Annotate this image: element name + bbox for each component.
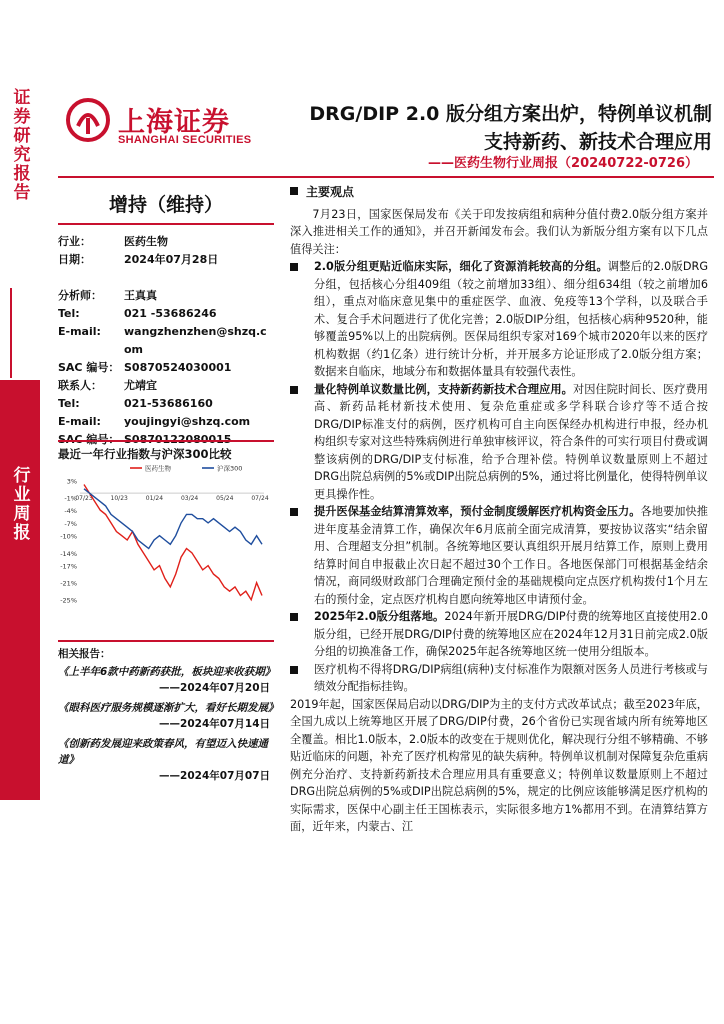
sac-row-1: SAC 编号： S0870524030001 [58,361,232,374]
logo-name-cn: 上海证券 [118,107,230,138]
legend-label-1: 沪深300 [217,464,243,473]
related-item[interactable]: 《创新药发展迎来政策春风，有望迈入快速通道》 ——2024年07月07日 [58,738,270,782]
related-item[interactable]: 《眼科医疗服务规模逐渐扩大，看好长期发展》 ——2024年07月14日 [58,702,279,730]
bullet-item: 医疗机构不得将DRG/DIP病组(病种)支付标准作为限额对医务人员进行考核或与绩效分配指标挂钩。 [290,661,708,696]
y-tick-label: -21% [60,579,77,588]
report-category-label: 行业周报 [9,466,30,542]
title-line-1: DRG/DIP 2.0 版分组方案出炉，特例单议机制 [309,103,712,125]
date-row: 日期： 2024年07月28日 [58,253,219,266]
x-tick-label: 07/24 [251,494,269,502]
index-comparison-chart [58,462,274,610]
y-tick-label: -4% [64,507,77,516]
analyst-row: 分析师： 王真真 [58,289,157,302]
x-tick-label: 07/23 [75,494,93,502]
report-subtitle: ——医药生物行业周报（20240722-0726） [428,156,698,171]
intro-paragraph: 7月23日，国家医保局发布《关于印发按病组和病种分值付费2.0版分组方案并深入推进相关工作的通知》，并召开新闻发布会。我们认为新版分组方案有以下几点值得关注： [290,207,708,256]
bullet-square-icon [290,508,298,516]
main-content [290,184,708,836]
section-heading: 主要观点 [290,184,708,202]
chart-title: 最近一年行业指数与沪深300比较 [58,440,274,462]
contact-row: 联系人： 尤靖宜 [58,379,157,392]
legend-label-0: 医药生物 [145,464,171,473]
tel-row-2: Tel: 021-53686160 [58,397,213,410]
related-heading: 相关报告： [58,640,274,662]
side-label-top [0,88,40,288]
title-divider [58,176,714,178]
company-logo [66,98,266,150]
side-label-red [0,380,40,800]
bullet-item: 提升医保基金结算清算效率，预付金制度缓解医疗机构资金压力。各地要加快推进年度基金清算工作，确保次年6月底前全面完成清算，要按协议落实“结余留用、合理超支分担”机制。各统筹地区要认真组织开展月结算工作，原则上费用结算时间自申报截止次日起不超过30个工作日。各地医保部门可根据基金结余情况，商同级财政部门合理确定预付金的基础规模向定点医疗机构拨付1个月左右的预付金，定点医疗机构自愿向统筹地区申请预付金。 [290,503,708,608]
email-row-2: E-mail: youjingyi@shzq.com [58,413,274,431]
industry-row: 行业： 医药生物 [58,235,168,248]
bullet-item: 量化特例单议数量比例，支持新药新技术合理应用。对因住院时间长、医疗费用高、新药品耗材新技术使用、复杂危重症或多学科联合诊疗等不适合按DRG/DIP标准支付的病例，医疗机构可自主向医保经办机构进行申报，经办机构组织专家对这些特殊病例进行单独审核评议，符合条件的可实行项目付费或调整该病例的DRG/DIP支付标准，给予合理补偿。特例单议数量原则上不超过DRG出院总病例的5%或DIP出院总病例的5%，通过将比例量化，使得特例单议更具操作性。 [290,381,708,504]
sac-row-2: SAC 编号： S0870122080015 [58,433,232,446]
bullet-square-icon [290,386,298,394]
bullet-square-icon [290,613,298,621]
y-tick-label: -10% [60,532,77,541]
y-tick-label: -1% [64,494,77,503]
y-tick-label: 3% [66,477,77,486]
tel-row-1: Tel: 021 -53686246 [58,307,217,320]
related-item[interactable]: 《上半年6款中药新药获批，板块迎来收获期》 ——2024年07月20日 [58,666,276,694]
bullet-item: 2.0版分组更贴近临床实际，细化了资源消耗较高的分组。调整后的2.0版DRG分组，包括核心分组409组（较之前增加33组）、细分组634组（较之前增加6组），重点对临床意见集中的重症医学、血液、免疫等13个学科，以及联合手术、复合手术问题进行了优化完善；2.0版DIP分组，包括核心病种9520种，能够覆盖95%以上的出院病例。医保局组织专家对169个城市2020年以来的医疗机构数据（约1亿条）进行统计分析，并开展多方论证形成了2.0版分组方案；数据来自临床，地域分布和数据体量具有较强代表性。 [290,258,708,381]
y-tick-label: -14% [60,549,77,558]
bullet-square-icon [290,263,298,271]
related-reports [58,640,279,788]
rating: 增持（维持） [58,180,274,225]
bullet-square-icon [290,187,298,195]
bullet-item: 2025年2.0版分组落地。2024年新开展DRG/DIP付费的统筹地区直接使用2.0版分组，已经开展DRG/DIP付费的统筹地区应在2024年12月31日前完成2.0版分组的切换准备工作，确保2025年起各统筹地区统一使用分组版本。 [290,608,708,661]
email-link-2[interactable]: youjingyi@shzq.com [124,415,251,428]
y-tick-label: -17% [60,562,77,571]
report-title [268,100,712,156]
x-tick-label: 01/24 [145,494,164,502]
email-link-1[interactable]: wangzhenzhen@shzq.com [124,325,267,356]
logo-name-en: SHANGHAI SECURITIES [118,134,252,146]
title-line-2: 支持新药、新技术合理应用 [483,131,712,153]
x-tick-label: 03/24 [180,494,199,502]
closing-paragraph: 2019年起，国家医保局启动以DRG/DIP为主的支付方式改革试点；截至2023年底，全国九成以上统筹地区开展了DRG/DIP付费，26个省份已实现省域内所有统筹地区全覆盖。相比1.0版本，2.0版本的改变在于规则优化，解决现行分组不够精确、不够贴近临床的问题，补充了医疗机构常见的缺失病种。特例单议机制对保障复杂危重病例充分治疗、支持新药新技术合理应用具有重要意义；特例单议数量原则上不超过DRG出院总病例的5%或DIP出院总病例的5%，规定的比例应该能够满足医疗机构的实际需求，医保中心副主任王国栋表示，实际很多地方1%都用不到。在清算结算方面，近年来，内蒙古、江 [290,697,708,833]
x-tick-label: 10/23 [110,494,128,502]
chart-svg [58,462,274,610]
y-tick-label: -7% [64,519,77,528]
bullet-square-icon [290,666,298,674]
email-row-1: E-mail: wangzhenzhen@shzq.com [58,323,274,359]
y-tick-label: -25% [60,596,77,605]
info-panel [58,180,274,449]
x-tick-label: 05/24 [216,494,234,502]
report-type-label: 证券研究报告 [9,88,30,202]
logo-mark-icon [66,98,110,142]
